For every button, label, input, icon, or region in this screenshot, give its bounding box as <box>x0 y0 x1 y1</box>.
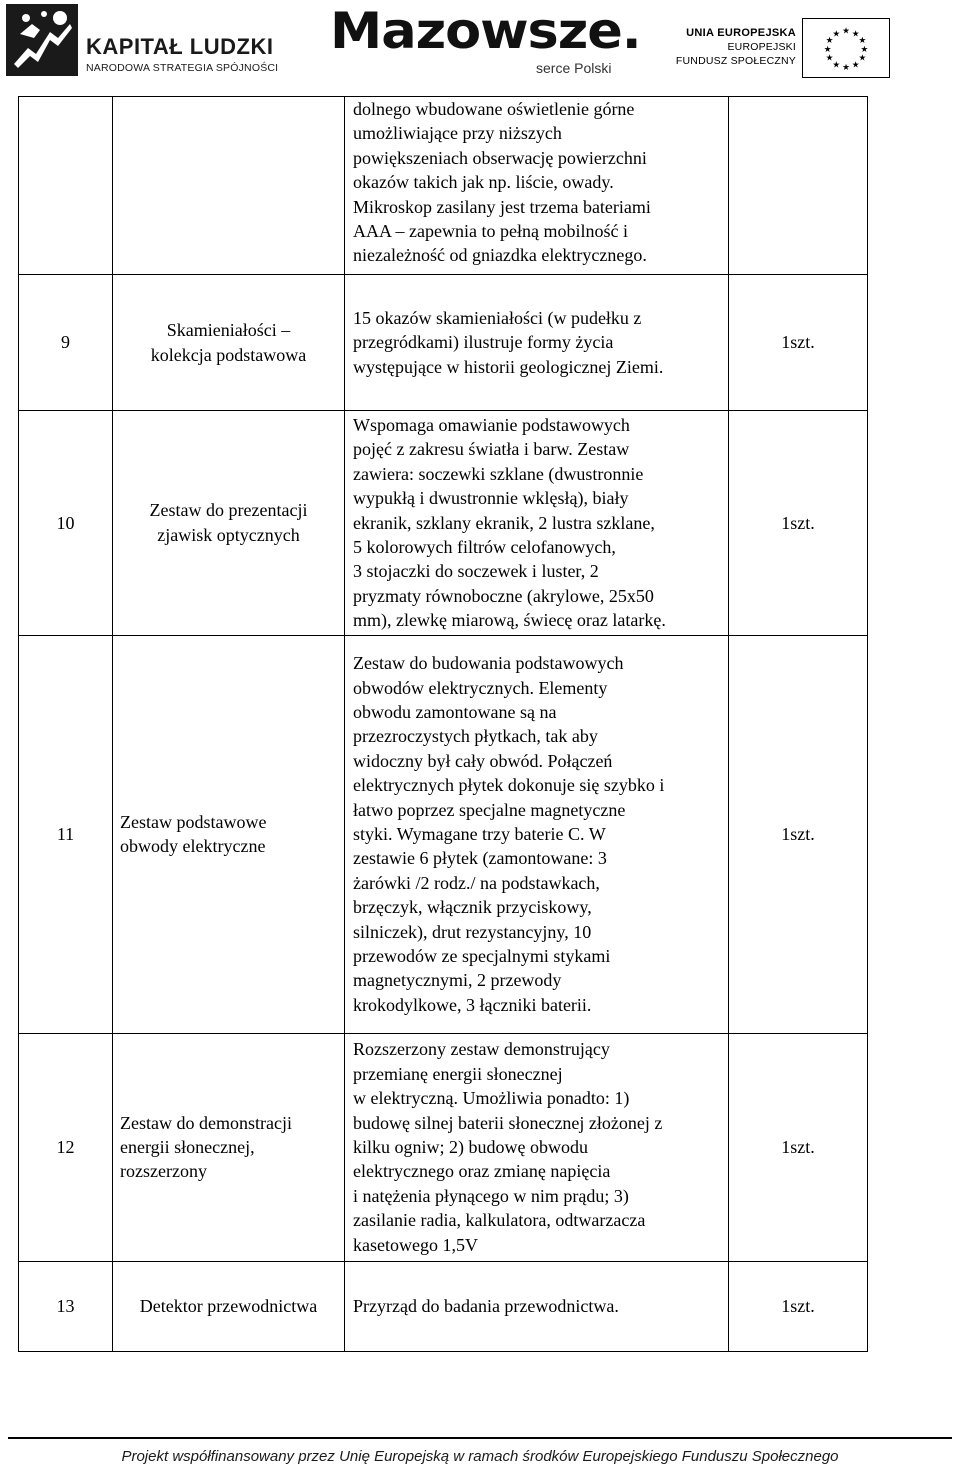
item-description <box>345 1033 729 1261</box>
svg-text:★: ★ <box>851 29 860 40</box>
item-description-line: Wspomaga omawianie podstawowych <box>353 415 630 435</box>
item-number: 13 <box>19 1261 113 1351</box>
item-name-line: Skamieniałości – <box>166 320 291 341</box>
item-description <box>345 97 729 275</box>
item-description-line: kilku ogniw; 2) budowę obwodu <box>353 1136 588 1157</box>
item-number: 12 <box>19 1033 113 1261</box>
item-name <box>113 275 345 411</box>
page-header <box>0 0 960 86</box>
svg-text:★: ★ <box>832 60 841 71</box>
svg-text:★: ★ <box>860 44 869 55</box>
item-name <box>113 1033 345 1261</box>
eu-line-2: EUROPEJSKI <box>727 41 796 53</box>
item-description-line: powiększeniach obserwację powierzchni <box>353 147 647 168</box>
item-description-line: występujące w historii geologicznej Ziemi. <box>353 356 664 377</box>
item-description-line: Zestaw do budowania podstawowych <box>353 653 624 674</box>
item-description-line: magnetycznymi, 2 przewody <box>353 970 562 991</box>
table-row <box>19 97 868 275</box>
kapital-ludzki-logo <box>6 4 296 78</box>
item-description-line: zasilanie radia, kalkulatora, odtwarzacza <box>353 1210 646 1231</box>
kapital-ludzki-title: KAPITAŁ LUDZKI <box>86 34 274 59</box>
item-description-line: elektrycznego oraz zmianę napięcia <box>353 1161 611 1182</box>
footer-text: Projekt współfinansowany przez Unię Europejską w ramach środków Europejskiego Funduszu Społecznego <box>121 1448 839 1465</box>
item-description-line: kasetowego 1,5V <box>353 1234 478 1255</box>
eu-flag-icon <box>802 18 890 78</box>
table-row <box>19 275 868 411</box>
eu-line-1: UNIA EUROPEJSKA <box>686 27 796 39</box>
svg-text:★: ★ <box>851 60 860 71</box>
equipment-table <box>18 96 868 1352</box>
item-description-line: żarówki /2 rodz./ na podstawkach, <box>353 872 600 893</box>
svg-text:★: ★ <box>842 26 850 37</box>
item-description-line: brzęczyk, włącznik przyciskowy, <box>353 897 592 918</box>
svg-text:★: ★ <box>858 36 867 47</box>
item-description-line: i natężenia płynącego w nim prądu; 3) <box>353 1185 629 1206</box>
item-description-line: pryzmaty równoboczne (akrylowe, 25x50 <box>353 585 654 606</box>
item-quantity: 1szt. <box>729 635 868 1033</box>
table-row <box>19 1033 868 1261</box>
item-description-line: przezroczystych płytkach, tak aby <box>353 726 598 747</box>
item-description-line: silniczek), drut rezystancyjny, 10 <box>353 921 592 942</box>
item-description <box>345 275 729 411</box>
item-description-line: budowę silnej baterii słonecznej złożonej z <box>353 1112 663 1133</box>
item-description-line: 15 okazów skamieniałości (w pudełku z <box>353 307 642 328</box>
item-quantity: 1szt. <box>729 1033 868 1261</box>
item-name <box>113 1261 345 1351</box>
item-description-line: pojęć z zakresu światła i barw. Zestaw <box>353 439 630 460</box>
item-description-line: obwodu zamontowane są na <box>353 701 557 722</box>
item-description-line: przemianę energii słonecznej <box>353 1063 563 1084</box>
item-name <box>113 411 345 636</box>
item-quantity <box>729 97 868 275</box>
footer-divider <box>8 1437 952 1439</box>
item-description-line: elektrycznych płytek dokonuje się szybko i <box>353 775 665 796</box>
item-name-line: Detektor przewodnictwa <box>139 1295 318 1316</box>
item-description-line: widoczny był cały obwód. Połączeń <box>353 750 613 771</box>
svg-text:★: ★ <box>858 53 867 64</box>
svg-text:★: ★ <box>842 63 850 74</box>
item-description-line: przewodów ze specjalnymi stykami <box>353 945 611 966</box>
item-name <box>113 635 345 1033</box>
item-description-line: Rozszerzony zestaw demonstrujący <box>353 1039 610 1060</box>
item-description-line: przegródkami) ilustruje formy życia <box>353 332 614 353</box>
item-description <box>345 635 729 1033</box>
item-name-line: energii słonecznej, <box>120 1136 255 1157</box>
item-number: 11 <box>19 635 113 1033</box>
svg-text:★: ★ <box>825 53 834 64</box>
item-description-line: AAA – zapewnia to pełną mobilność i <box>353 221 628 242</box>
item-number <box>19 97 113 275</box>
item-description-line: Przyrząd do badania przewodnictwa. <box>353 1295 619 1316</box>
item-description-line: umożliwiające przy niższych <box>353 123 562 144</box>
item-name-line: kolekcja podstawowa <box>150 344 307 365</box>
item-description-line: 5 kolorowych filtrów celofanowych, <box>353 537 616 558</box>
item-quantity: 1szt. <box>729 1261 868 1351</box>
item-name-line: rozszerzony <box>120 1161 207 1182</box>
item-description-line: zawiera: soczewki szklane (dwustronnie <box>353 463 644 484</box>
item-description-line: obwodów elektrycznych. Elementy <box>353 677 608 698</box>
item-name-line: zjawisk optycznych <box>157 524 300 545</box>
item-name-line: Zestaw do prezentacji <box>149 500 308 521</box>
item-number: 9 <box>19 275 113 411</box>
item-description-line: okazów takich jak np. liście, owady. <box>353 172 614 193</box>
item-name-line: obwody elektryczne <box>120 836 266 857</box>
item-description-line: ekranik, szklany ekranik, 2 lustra szklane, <box>353 512 655 533</box>
svg-text:★: ★ <box>832 29 841 40</box>
item-name-line: Zestaw do demonstracji <box>120 1112 292 1133</box>
item-name <box>113 97 345 275</box>
item-description-line: łatwo poprzez specjalne magnetyczne <box>353 799 626 820</box>
kapital-ludzki-subtitle: NARODOWA STRATEGIA SPÓJNOŚCI <box>86 62 279 74</box>
kapital-ludzki-mark-icon <box>6 4 78 76</box>
table-row <box>19 1261 868 1351</box>
table-row <box>19 635 868 1033</box>
mazowsze-wordmark: Mazowsze. <box>330 2 641 60</box>
item-description-line: 3 stojaczki do soczewek i luster, 2 <box>353 561 599 582</box>
item-description-line: niezależność od gniazdka elektrycznego. <box>353 245 647 266</box>
item-description-line: w elektryczną. Umożliwia ponadto: 1) <box>353 1088 630 1109</box>
item-quantity: 1szt. <box>729 275 868 411</box>
item-description <box>345 411 729 636</box>
item-description-line: mm), zlewkę miarową, świecę oraz latarkę. <box>353 610 666 631</box>
item-number: 10 <box>19 411 113 636</box>
svg-text:★: ★ <box>825 36 834 47</box>
item-description-line: Mikroskop zasilany jest trzema bateriami <box>353 196 651 217</box>
eu-logo <box>676 18 896 80</box>
eu-text <box>676 26 796 68</box>
mazowsze-subtitle: serce Polski <box>536 60 612 76</box>
item-description-line: wypukłą i dwustronnie wklęsłą), biały <box>353 488 629 509</box>
svg-text:★: ★ <box>823 44 832 55</box>
item-description-line: styki. Wymagane trzy baterie C. W <box>353 823 606 844</box>
item-name-line: Zestaw podstawowe <box>120 811 267 832</box>
item-description-line: dolnego wbudowane oświetlenie górne <box>353 99 635 119</box>
item-quantity: 1szt. <box>729 411 868 636</box>
eu-line-3: FUNDUSZ SPOŁECZNY <box>675 55 796 67</box>
item-description <box>345 1261 729 1351</box>
table-row <box>19 411 868 636</box>
mazowsze-logo <box>330 2 641 82</box>
item-description-line: zestawie 6 płytek (zamontowane: 3 <box>353 848 607 869</box>
item-description-line: krokodylkowe, 3 łączniki baterii. <box>353 994 592 1015</box>
